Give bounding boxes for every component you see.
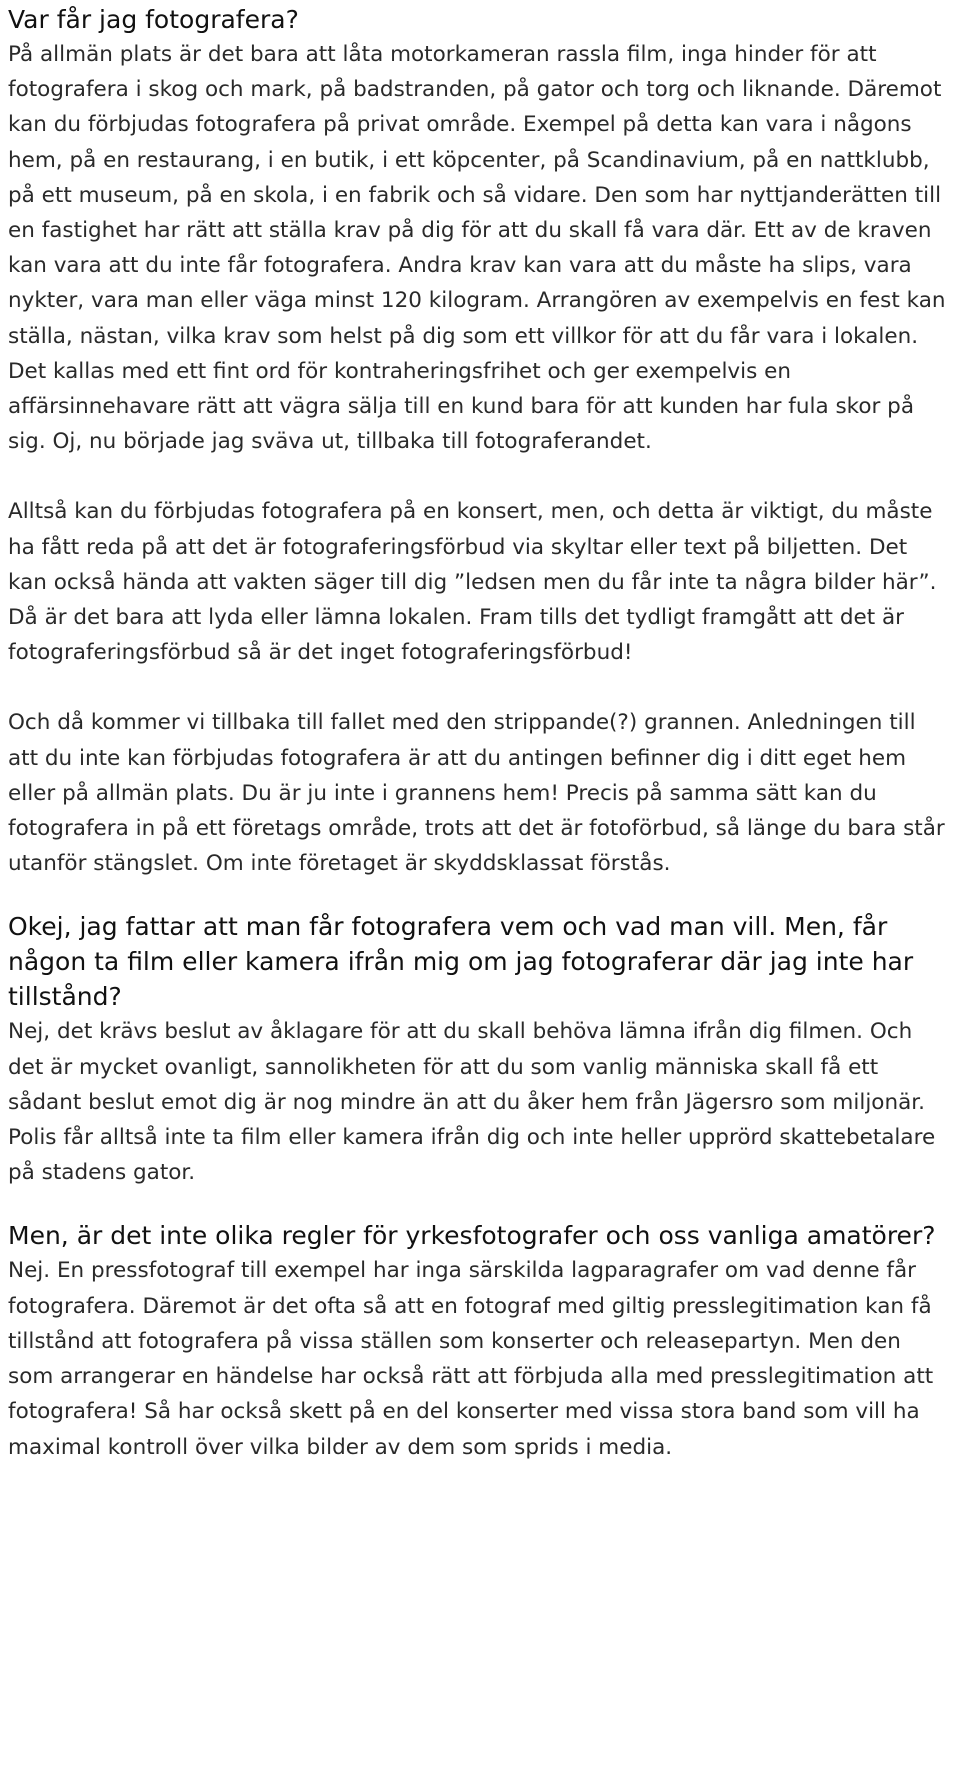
- section-professional-rules: [8, 1218, 950, 1464]
- body-paragraph: Och då kommer vi tillbaka till fallet med den strippande(?) grannen. Anledningen till att du inte kan förbjudas fotografera är att du antingen befinner dig i ditt eget hem eller på allmän plats. Du är ju inte i grannens hem! Precis på samma sätt kan du fotografera in på ett företags område, trots att det är fotoförbud, så länge du bara står utanför stängslet. Om inte företaget är skyddsklassat förstås.: [8, 710, 945, 877]
- body-paragraph: Nej, det krävs beslut av åklagare för att du skall behöva lämna ifrån dig filmen. Och det är mycket ovanligt, sannolikheten för att du som vanlig människa skall få ett sådant beslut emot dig är nog mindre än att du åker hem från Jägersro som miljonär. Polis får alltså inte ta film eller kamera ifrån dig och inte heller upprörd skattebetalare på stadens gator.: [8, 1019, 936, 1186]
- section-where-photograph: [8, 2, 950, 881]
- body-paragraph: Nej. En pressfotograf till exempel har inga särskilda lagparagrafer om vad denne får fotografera. Däremot är det ofta så att en fotograf med giltig presslegitimation kan få tillstånd att fotografera på vissa ställen som konserter och releasepartyn. Men den som arrangerar en händelse har också rätt att förbjuda alla med presslegitimation att fotografera! Så har också skett på en del konserter med vissa stora band som vill ha maximal kontroll över vilka bilder av dem som sprids i media.: [8, 1258, 934, 1460]
- section-film-confiscation: [8, 909, 950, 1190]
- body-paragraph: På allmän plats är det bara att låta motorkameran rassla film, inga hinder för att fotografera i skog och mark, på badstranden, på gator och torg och liknande. Däremot kan du förbjudas fotografera på privat område. Exempel på detta kan vara i någons hem, på en restaurang, i en butik, i ett köpcenter, på Scandinavium, på en nattklubb, på ett museum, på en skola, i en fabrik och så vidare. Den som har nyttjanderätten till en fastighet har rätt att ställa krav på dig för att du skall få vara där. Ett av de kraven kan vara att du inte får fotografera. Andra krav kan vara att du måste ha slips, vara nykter, vara man eller väga minst 120 kilogram. Arrangören av exempelvis en fest kan ställa, nästan, vilka krav som helst på dig som ett villkor för att du får vara i lokalen. Det kallas med ett fint ord för kontraheringsfrihet och ger exempelvis en affärsinnehavare rätt att vägra sälja till en kund bara för att kunden har fula skor på sig. Oj, nu började jag sväva ut, tillbaka till fotograferandet.: [8, 42, 946, 455]
- section-heading: Okej, jag fattar att man får fotografera vem och vad man vill. Men, får någon ta film eller kamera ifrån mig om jag fotograferar där jag inte har tillstånd?: [8, 912, 914, 1012]
- section-heading: Men, är det inte olika regler för yrkesfotografer och oss vanliga amatörer?: [8, 1221, 936, 1251]
- body-paragraph: Alltså kan du förbjudas fotografera på en konsert, men, och detta är viktigt, du måste ha fått reda på att det är fotograferingsförbud via skyltar eller text på biljetten. Det kan också hända att vakten säger till dig ”ledsen men du får inte ta några bilder här”. Då är det bara att lyda eller lämna lokalen. Fram tills det tydligt framgått att det är fotograferingsförbud så är det inget fotograferingsförbud!: [8, 499, 937, 666]
- section-heading: Var får jag fotografera?: [8, 5, 299, 34]
